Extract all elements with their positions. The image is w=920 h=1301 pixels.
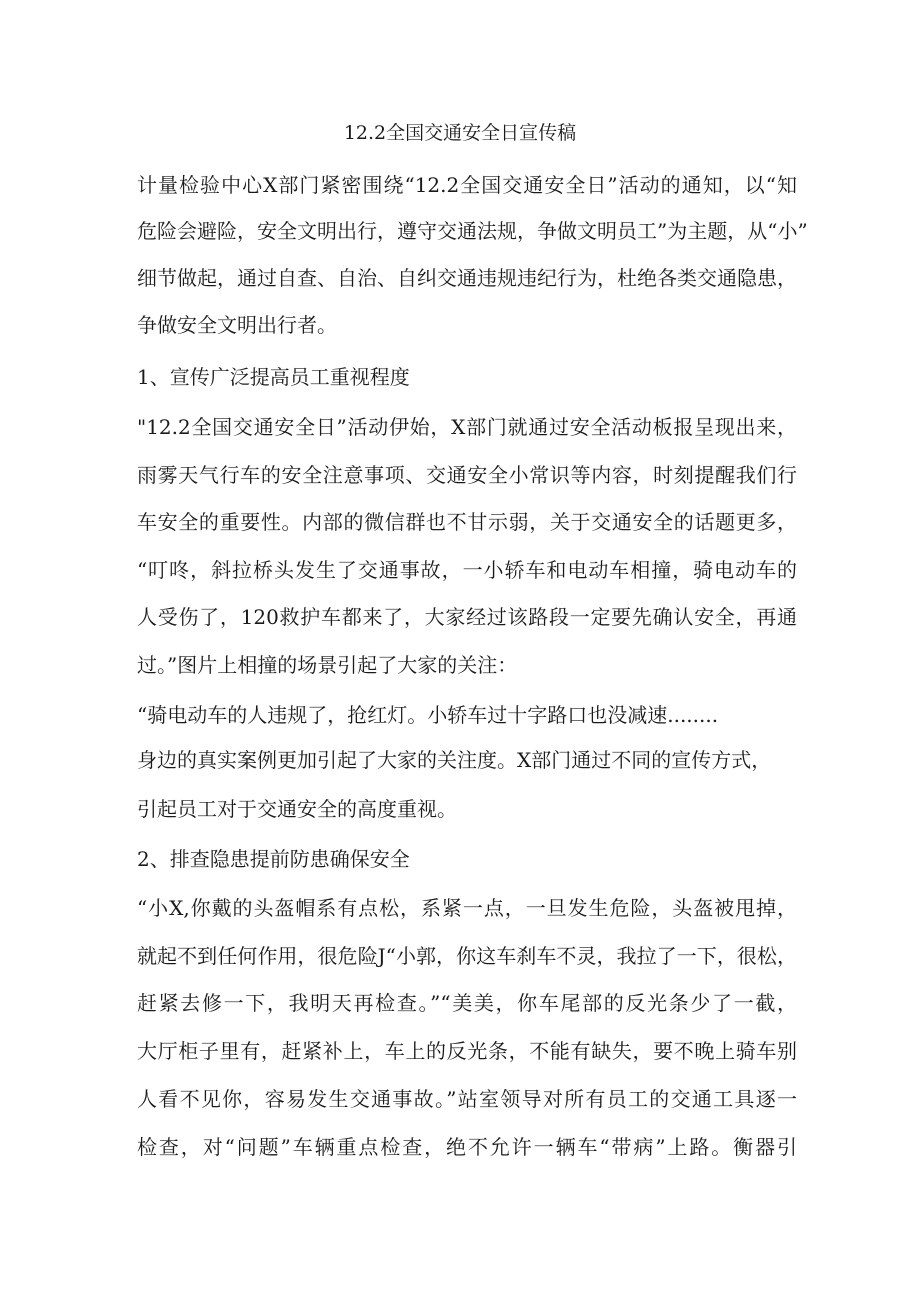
paragraph-line: “叮咚，斜拉桥头发生了交通事故，一小轿车和电动车相撞，骑电动车的 bbox=[137, 558, 797, 582]
paragraph-line: 细节做起，通过自查、自治、自纠交通违规违纪行为，杜绝各类交通隐患， bbox=[137, 266, 797, 290]
paragraph-line: 过。”图片上相撞的场景引起了大家的关注： bbox=[137, 653, 518, 677]
paragraph-line: 引起员工对于交通安全的高度重视。 bbox=[137, 797, 457, 821]
section-heading: 2、排查隐患提前防患确保安全 bbox=[137, 847, 410, 871]
document-title: 12.2全国交通安全日宣传稿 bbox=[343, 122, 577, 144]
paragraph-line: "12.2全国交通安全日”活动伊始，X部门就通过安全活动板报呈现出来， bbox=[137, 415, 797, 439]
paragraph-line: “小X,你戴的头盔帽系有点松，系紧一点，一旦发生危险，头盔被甩掉， bbox=[137, 896, 797, 920]
paragraph-line: 大厅柜子里有，赶紧补上，车上的反光条，不能有缺失，要不晚上骑车别 bbox=[137, 1039, 797, 1063]
paragraph-line: 就起不到任何作用，很危险J“小郭，你这车刹车不灵，我拉了一下，很松， bbox=[137, 944, 797, 968]
paragraph-line: 危险会避险，安全文明出行，遵守交通法规，争做文明员工”为主题，从“小” bbox=[137, 219, 808, 243]
paragraph-line: 雨雾天气行车的安全注意事项、交通安全小常识等内容，时刻提醒我们行 bbox=[137, 463, 797, 487]
paragraph-line: 身边的真实案例更加引起了大家的关注度。X部门通过不同的宣传方式， bbox=[137, 748, 772, 772]
paragraph-line: 车安全的重要性。内部的微信群也不甘示弱，关于交通安全的话题更多， bbox=[137, 510, 797, 534]
paragraph-line: 赶紧去修一下，我明天再检查。”“美美，你车尾部的反光条少了一截， bbox=[137, 991, 797, 1015]
paragraph-line: 争做安全文明出行者。 bbox=[137, 313, 337, 337]
paragraph-line: 人看不见你，容易发生交通事故。”站室领导对所有员工的交通工具逐一 bbox=[137, 1087, 797, 1111]
paragraph-line: “骑电动车的人违规了，抢红灯。小轿车过十字路口也没减速........ bbox=[137, 703, 719, 727]
paragraph-line: 人受伤了，120救护车都来了，大家经过该路段一定要先确认安全，再通 bbox=[137, 605, 797, 629]
paragraph-line: 检查，对“问题”车辆重点检查，绝不允许一辆车“带病”上路。衡器引 bbox=[137, 1135, 797, 1159]
section-heading: 1、宣传广泛提高员工重视程度 bbox=[137, 365, 410, 389]
paragraph-line: 计量检验中心X部门紧密围绕“12.2全国交通安全日”活动的通知，以“知 bbox=[137, 173, 797, 197]
